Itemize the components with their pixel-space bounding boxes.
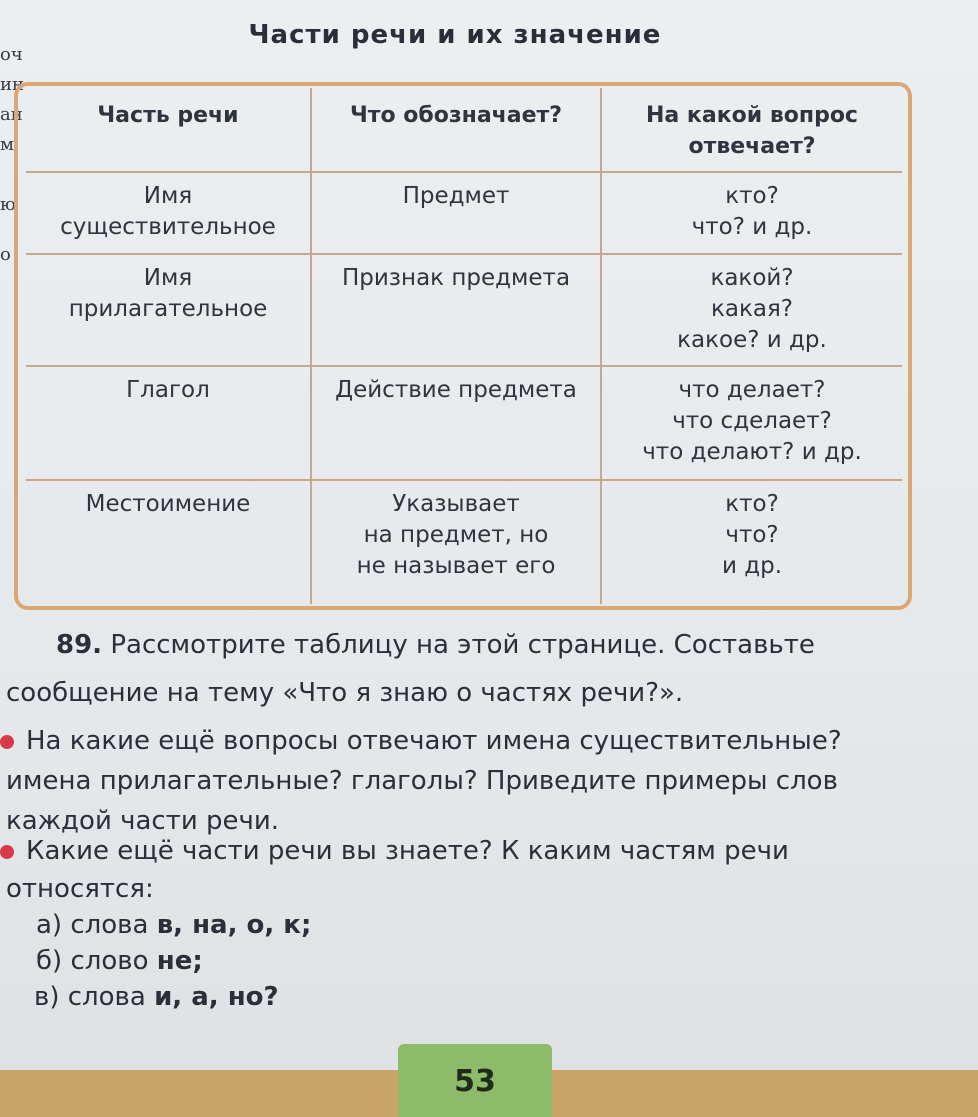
parts-of-speech-table — [26, 88, 902, 604]
margin-text: оч ин ан м ю о — [0, 44, 24, 265]
question-2-line1: Какие ещё части речи вы знаете? К каким частям речи — [0, 836, 960, 866]
question-cell: кто? что? и др. — [601, 480, 902, 604]
part-cell: Глагол — [26, 366, 311, 480]
bullet-icon — [0, 845, 14, 859]
header-meaning: Что обозначает? — [311, 88, 601, 172]
meaning-cell: Признак предмета — [311, 254, 601, 366]
page-number: 53 — [454, 1064, 496, 1099]
table-row — [26, 172, 902, 254]
exercise-number: 89. — [56, 630, 103, 660]
question-1-line2: имена прилагательные? глаголы? Приведите примеры слов — [6, 766, 838, 796]
table-row — [26, 254, 902, 366]
answer-item-c: в) слова и, а, но? — [34, 982, 279, 1012]
part-cell: Имя существительное — [26, 172, 311, 254]
part-cell: Имя прилагательное — [26, 254, 311, 366]
page-number-tab — [398, 1044, 552, 1117]
table-row — [26, 366, 902, 480]
question-cell: какой? какая? какое? и др. — [601, 254, 902, 366]
meaning-cell: Предмет — [311, 172, 601, 254]
exercise-intro-line2: сообщение на тему «Что я знаю о частях речи?». — [6, 678, 684, 708]
answer-item-b: б) слово не; — [36, 946, 203, 976]
header-question: На какой вопрос отвечает? — [601, 88, 902, 172]
question-cell: что делает? что сделает? что делают? и др. — [601, 366, 902, 480]
bullet-icon — [0, 735, 14, 749]
table-row — [26, 480, 902, 604]
table-header-row — [26, 88, 902, 172]
part-cell: Местоимение — [26, 480, 311, 604]
question-2-line2: относятся: — [6, 874, 154, 904]
meaning-cell: Указывает на предмет, но не называет его — [311, 480, 601, 604]
question-1-line1: На какие ещё вопросы отвечают имена существительные? — [0, 726, 960, 756]
page-title: Части речи и их значение — [248, 20, 662, 50]
question-cell: кто? что? и др. — [601, 172, 902, 254]
answer-item-a: а) слова в, на, о, к; — [36, 910, 312, 940]
meaning-cell: Действие предмета — [311, 366, 601, 480]
header-part: Часть речи — [26, 88, 311, 172]
question-1-line3: каждой части речи. — [6, 806, 280, 836]
exercise-intro-line1: 89. Рассмотрите таблицу на этой странице. Составьте — [56, 630, 815, 660]
